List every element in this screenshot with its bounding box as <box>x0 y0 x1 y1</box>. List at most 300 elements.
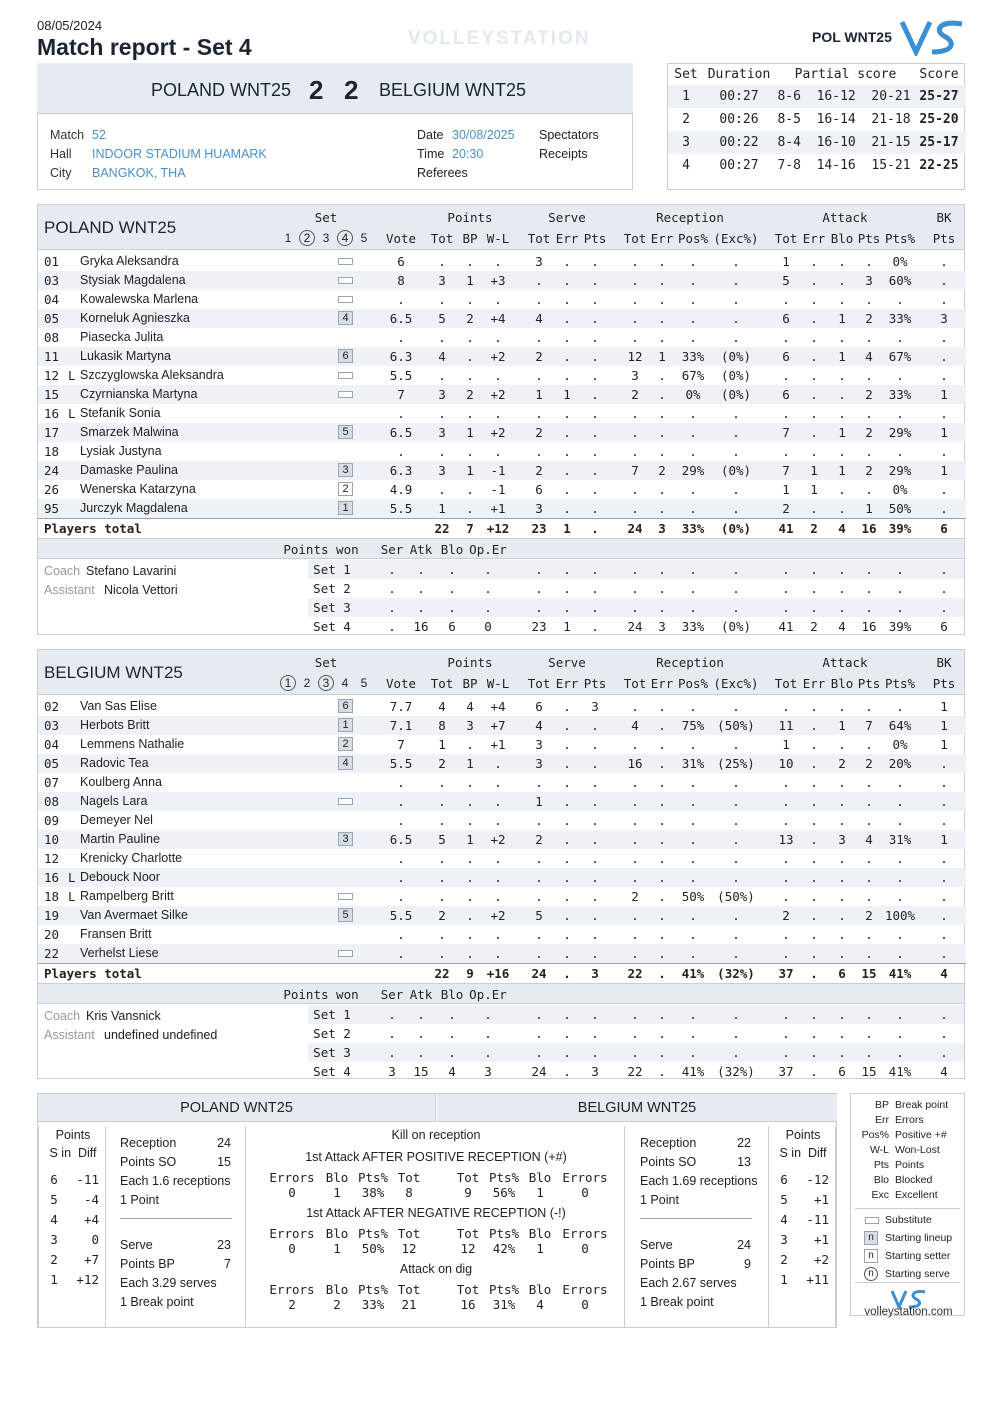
rotation-number: 6 <box>780 1172 788 1187</box>
set-stat: . <box>535 1045 543 1060</box>
set-stat: 33% <box>681 619 705 634</box>
col-subheader-pos: Pos% <box>677 676 709 691</box>
set-stat: . <box>591 1045 599 1060</box>
player-stat: . <box>940 870 948 885</box>
col-header-bk: BK <box>936 655 952 670</box>
player-stat: 1 <box>535 387 543 402</box>
set-label: Set 2 <box>313 581 351 596</box>
player-name: Herbots Britt <box>80 718 150 732</box>
player-stat: . <box>732 946 740 961</box>
player-stat: 3 <box>438 387 446 402</box>
set-stat: . <box>658 562 666 577</box>
col-subheader-pts: Pts <box>583 231 607 246</box>
player-stat: . <box>838 737 846 752</box>
player-stat: . <box>689 699 697 714</box>
player-stat: . <box>838 444 846 459</box>
player-name: Krenicky Charlotte <box>80 851 183 865</box>
player-stat: . <box>563 756 571 771</box>
set-number: 2 <box>682 112 690 127</box>
player-stat: . <box>563 775 571 790</box>
set-stats-row <box>308 1005 964 1024</box>
total-stat: 33% <box>681 521 705 536</box>
player-stat: . <box>940 908 948 923</box>
player-stat: . <box>810 851 818 866</box>
player-stat: 2 <box>782 908 790 923</box>
player-stat: . <box>838 330 846 345</box>
player-number: 04 <box>44 737 60 752</box>
player-stat: +2 <box>490 908 506 923</box>
summary-label: Serve <box>640 1238 673 1252</box>
player-stat: 1 <box>838 349 846 364</box>
player-stat: 11 <box>778 718 794 733</box>
set-stat: . <box>838 1045 846 1060</box>
player-stat: 6.5 <box>389 832 413 847</box>
player-stat: . <box>563 794 571 809</box>
player-stat: . <box>631 737 639 752</box>
set-duration: 00:27 <box>719 89 759 104</box>
player-stat: . <box>810 756 818 771</box>
player-stat: . <box>438 444 446 459</box>
set-points-won: . <box>388 1007 396 1022</box>
player-stat: . <box>658 870 666 885</box>
set-points-won: . <box>448 600 456 615</box>
assistant-name: Nicola Vettori <box>104 583 178 597</box>
set-points-won: . <box>484 1007 492 1022</box>
player-row <box>38 385 966 404</box>
set-stat: . <box>631 562 639 577</box>
kill-value: 1 <box>333 1185 341 1200</box>
set-stat: . <box>658 1007 666 1022</box>
player-stat: . <box>535 927 543 942</box>
player-stat: . <box>810 425 818 440</box>
player-stat: 4 <box>466 699 474 714</box>
player-stat: 1 <box>810 463 818 478</box>
player-stat: . <box>810 349 818 364</box>
player-stat: . <box>838 870 846 885</box>
coach-name: Kris Vansnick <box>86 1009 161 1023</box>
player-stat: . <box>838 927 846 942</box>
kill-value: 16 <box>460 1297 476 1312</box>
player-stat: 2 <box>865 463 873 478</box>
player-stat: 31% <box>888 832 912 847</box>
player-stat: . <box>563 832 571 847</box>
player-stat: 5 <box>782 273 790 288</box>
player-stat: . <box>838 482 846 497</box>
set-stat: . <box>689 1045 697 1060</box>
player-stat: . <box>810 832 818 847</box>
player-stat: . <box>732 851 740 866</box>
rotation-diff: -11 <box>806 1212 829 1227</box>
set-stats-row <box>308 560 964 579</box>
starting-serve-symbol: n <box>864 1267 878 1281</box>
player-stat: (0%) <box>720 368 752 383</box>
set-stat: . <box>563 581 571 596</box>
player-stat: . <box>658 832 666 847</box>
player-stat: . <box>591 425 599 440</box>
player-stat: . <box>810 927 818 942</box>
col-header-attack: Attack <box>822 210 868 225</box>
total-stat: +16 <box>486 966 510 981</box>
set-stat: . <box>563 562 571 577</box>
player-stat: . <box>535 444 543 459</box>
player-stat: +7 <box>490 718 506 733</box>
player-stat: . <box>466 254 474 269</box>
set-stat: . <box>631 1007 639 1022</box>
set-stat: (0%) <box>720 619 752 634</box>
rotation-diff: -11 <box>76 1172 99 1187</box>
player-libero-flag: L <box>68 368 76 383</box>
player-stat: . <box>494 775 502 790</box>
set-stat: 15 <box>861 1064 877 1079</box>
substitute-symbol <box>865 1217 879 1224</box>
player-stat: 7.1 <box>389 718 413 733</box>
player-stat: 5 <box>535 908 543 923</box>
total-stat: 41 <box>778 521 794 536</box>
set-stat: . <box>591 600 599 615</box>
player-stat: . <box>494 927 502 942</box>
player-stat: . <box>865 813 873 828</box>
player-stat: . <box>689 794 697 809</box>
assistant-name: undefined undefined <box>104 1028 218 1042</box>
match-details-values <box>92 126 267 183</box>
player-stat: . <box>896 794 904 809</box>
kill-value: 38% <box>361 1185 385 1200</box>
set-number-1-circled: 1 <box>280 675 296 691</box>
away-team-stats <box>37 649 965 1079</box>
player-number: 01 <box>44 254 60 269</box>
player-stat: . <box>631 699 639 714</box>
player-stat: . <box>658 794 666 809</box>
player-stat: . <box>631 406 639 421</box>
kill-value: 50% <box>361 1241 385 1256</box>
player-stat: . <box>631 870 639 885</box>
set-stat: . <box>782 581 790 596</box>
player-stat: 6 <box>782 349 790 364</box>
player-stat: 0% <box>892 254 908 269</box>
match-details <box>50 126 84 183</box>
legend-desc: Blocked <box>895 1174 933 1186</box>
player-stat: . <box>438 927 446 942</box>
rotation-diff: +12 <box>76 1272 99 1287</box>
col-header-set: Set <box>314 210 338 225</box>
player-name: Lukasik Martyna <box>80 349 172 363</box>
player-stat: . <box>438 794 446 809</box>
home-team-stats <box>37 204 965 635</box>
starting-position-marker: 3 <box>338 832 353 846</box>
player-stat: . <box>466 889 474 904</box>
summary-value: 13 <box>737 1155 751 1169</box>
sets-table <box>667 63 965 190</box>
player-stat: . <box>658 813 666 828</box>
player-stat: . <box>591 501 599 516</box>
col-header-serve: Serve <box>548 655 586 670</box>
player-stat: 3 <box>535 737 543 752</box>
player-stat: . <box>658 292 666 307</box>
player-stat: 6 <box>782 311 790 326</box>
player-stat: . <box>940 501 948 516</box>
substitute-marker <box>338 296 353 303</box>
set-number-4-circled: 4 <box>337 230 353 246</box>
player-stat: . <box>838 946 846 961</box>
player-stat: . <box>689 425 697 440</box>
player-stat: . <box>535 775 543 790</box>
kill-value: 1 <box>333 1241 341 1256</box>
player-stat: . <box>865 737 873 752</box>
rotation-number: 5 <box>50 1192 58 1207</box>
total-stat: 15 <box>861 966 877 981</box>
player-stat: . <box>896 813 904 828</box>
player-stat: . <box>494 444 502 459</box>
player-row <box>38 868 966 887</box>
set-stat: 41 <box>778 619 794 634</box>
player-row <box>38 499 966 518</box>
set-number-5: 5 <box>360 676 368 690</box>
set-points-won: . <box>484 581 492 596</box>
player-stat: . <box>397 444 405 459</box>
starting-position-marker: 4 <box>338 311 353 325</box>
points-won-col-ser: Ser <box>380 987 404 1002</box>
set-stats-row <box>308 1024 964 1043</box>
summary-label: 1 Point <box>640 1193 679 1207</box>
player-stat: . <box>732 292 740 307</box>
set-stat: . <box>732 1026 740 1041</box>
player-stat: . <box>397 330 405 345</box>
points-won-col-atk: Atk <box>409 987 433 1002</box>
player-stat: . <box>658 368 666 383</box>
summary-label: Reception <box>120 1136 177 1150</box>
player-stat: . <box>782 889 790 904</box>
player-stat: . <box>466 482 474 497</box>
total-stat: 9 <box>466 966 474 981</box>
total-stat: . <box>591 521 599 536</box>
player-stat: 1 <box>865 501 873 516</box>
player-stat: 33% <box>888 311 912 326</box>
player-stat: 1 <box>466 756 474 771</box>
starting-position-marker: 6 <box>338 349 353 363</box>
player-stat: . <box>438 946 446 961</box>
set-final-score: 25-20 <box>919 112 959 127</box>
player-stat: 0% <box>892 737 908 752</box>
player-stat: (0%) <box>720 349 752 364</box>
player-stat: . <box>535 368 543 383</box>
player-row <box>38 697 966 716</box>
points-won-col-atk: Atk <box>409 542 433 557</box>
kill-block-title: 1st Attack AFTER POSITIVE RECEPTION (+#) <box>305 1150 567 1164</box>
player-libero-flag: L <box>68 889 76 904</box>
col-subheader-wl: W-L <box>486 231 510 246</box>
player-stat: . <box>631 444 639 459</box>
player-stat: . <box>494 368 502 383</box>
player-stat: . <box>810 946 818 961</box>
kill-col-header: Tot <box>456 1282 480 1297</box>
substitute-marker <box>338 950 353 957</box>
col-subheader-tot: Tot <box>430 676 454 691</box>
kill-col-header: Pts% <box>357 1226 389 1241</box>
col-subheader-exc: (Exc%) <box>713 231 759 246</box>
rotation-box <box>38 1126 106 1328</box>
kill-value: 0 <box>581 1297 589 1312</box>
player-stat: . <box>466 813 474 828</box>
substitute-marker <box>338 258 353 265</box>
player-stat: . <box>658 775 666 790</box>
total-stat: (32%) <box>717 966 755 981</box>
col-subheader-bp: BP <box>462 231 478 246</box>
total-stat: 6 <box>940 521 948 536</box>
player-stat: . <box>563 946 571 961</box>
player-stat: . <box>466 851 474 866</box>
player-stat: . <box>658 425 666 440</box>
player-stat: . <box>782 813 790 828</box>
player-stat: 2 <box>535 832 543 847</box>
player-stat: . <box>563 927 571 942</box>
player-number: 08 <box>44 794 60 809</box>
player-stat: 7 <box>397 737 405 752</box>
kill-value: 0 <box>581 1241 589 1256</box>
player-stat: . <box>782 775 790 790</box>
legend-symbol-label: Starting setter <box>885 1250 951 1262</box>
player-stat: . <box>591 775 599 790</box>
player-name: Jurczyk Magdalena <box>80 501 188 515</box>
player-stat: . <box>466 908 474 923</box>
player-stat: 4.9 <box>389 482 413 497</box>
player-stat: . <box>494 851 502 866</box>
player-stat: . <box>438 775 446 790</box>
set-stat: 23 <box>531 619 547 634</box>
points-won-header <box>38 983 964 1004</box>
set-number: 3 <box>682 135 690 150</box>
player-stat: . <box>782 946 790 961</box>
player-stat: . <box>535 889 543 904</box>
player-stat: . <box>631 927 639 942</box>
player-stat: 2 <box>535 463 543 478</box>
kill-col-header: Tot <box>397 1170 421 1185</box>
total-stat: 3 <box>658 521 666 536</box>
set-points-won: . <box>417 562 425 577</box>
match-time: 20:30 <box>452 147 484 161</box>
player-stat: . <box>563 501 571 516</box>
player-stat: . <box>563 482 571 497</box>
player-number: 07 <box>44 775 60 790</box>
player-stat: . <box>631 425 639 440</box>
player-stat: 5.5 <box>389 756 413 771</box>
substitute-marker <box>338 798 353 805</box>
player-stat: . <box>810 292 818 307</box>
total-stat: . <box>658 966 666 981</box>
player-stat: 29% <box>888 463 912 478</box>
legend-desc: Errors <box>895 1114 924 1126</box>
set-duration: 00:26 <box>719 112 759 127</box>
player-stat: 3 <box>438 425 446 440</box>
player-number: 24 <box>44 463 60 478</box>
match-date: 30/08/2025 <box>452 128 515 142</box>
player-name: Rampelberg Britt <box>80 889 174 903</box>
set-stat: . <box>631 581 639 596</box>
set-stat: . <box>940 600 948 615</box>
player-stat: . <box>865 889 873 904</box>
player-stat: . <box>591 273 599 288</box>
set-stat: . <box>838 581 846 596</box>
player-stat: . <box>689 273 697 288</box>
team-name: POLAND WNT25 <box>44 218 177 237</box>
col-subheader-tot: Tot <box>430 231 454 246</box>
player-stat: . <box>810 254 818 269</box>
set-stat: . <box>810 1026 818 1041</box>
kill-col-header: Blo <box>528 1226 552 1241</box>
set-points-won: . <box>388 1045 396 1060</box>
set-stat: . <box>658 1064 666 1079</box>
player-stat: 67% <box>888 349 912 364</box>
player-stat: . <box>563 889 571 904</box>
player-stat: . <box>494 254 502 269</box>
set-points-won: . <box>448 1007 456 1022</box>
kill-value: 8 <box>405 1185 413 1200</box>
player-stat: 1 <box>466 273 474 288</box>
player-stat: . <box>494 330 502 345</box>
player-stat: 2 <box>865 756 873 771</box>
set-stat: . <box>535 581 543 596</box>
kill-value: 12 <box>460 1241 476 1256</box>
player-stat: 2 <box>535 425 543 440</box>
total-stat: 1 <box>563 521 571 536</box>
spectators-label: Spectators <box>539 128 599 142</box>
set-stat: . <box>535 600 543 615</box>
summary-label: 1 Break point <box>640 1295 714 1309</box>
date-label: Date <box>417 128 444 142</box>
player-stat: . <box>689 292 697 307</box>
kill-col-header: Tot <box>456 1226 480 1241</box>
total-stat: 39% <box>888 521 912 536</box>
player-stat: 1 <box>940 425 948 440</box>
player-name: Smarzek Malwina <box>80 425 179 439</box>
player-stat: 5.5 <box>389 501 413 516</box>
legend-divider <box>855 1208 960 1209</box>
col-header-reception: Reception <box>656 655 724 670</box>
legend-abbr: Blo <box>873 1174 889 1186</box>
set-points-won: . <box>417 1045 425 1060</box>
player-stat: . <box>466 330 474 345</box>
set-stat: . <box>782 1026 790 1041</box>
player-stat: 1 <box>438 501 446 516</box>
player-stat: . <box>896 292 904 307</box>
player-number: 18 <box>44 889 60 904</box>
player-stat: . <box>631 851 639 866</box>
legend-box <box>850 1093 965 1316</box>
set-label: Set 3 <box>313 1045 351 1060</box>
player-stat: 1 <box>782 254 790 269</box>
player-name: Koulberg Anna <box>80 775 163 789</box>
assistant-label: Assistant <box>44 1028 95 1042</box>
player-stat: . <box>865 946 873 961</box>
player-stat: . <box>631 775 639 790</box>
player-stat: 5 <box>438 311 446 326</box>
player-stat: . <box>940 254 948 269</box>
player-row <box>38 716 966 735</box>
player-stat: (0%) <box>720 463 752 478</box>
player-stat: 2 <box>631 889 639 904</box>
set-final-score: 25-17 <box>919 135 959 150</box>
player-stat: . <box>535 946 543 961</box>
player-stat: . <box>563 737 571 752</box>
player-stat: . <box>940 927 948 942</box>
substitute-marker <box>338 277 353 284</box>
player-name: Damaske Paulina <box>80 463 178 477</box>
kill-value: 1 <box>536 1241 544 1256</box>
set-row <box>668 131 966 154</box>
kill-col-header: Errors <box>269 1226 315 1241</box>
player-stat: . <box>782 699 790 714</box>
player-stat: . <box>535 870 543 885</box>
player-stat: . <box>658 444 666 459</box>
